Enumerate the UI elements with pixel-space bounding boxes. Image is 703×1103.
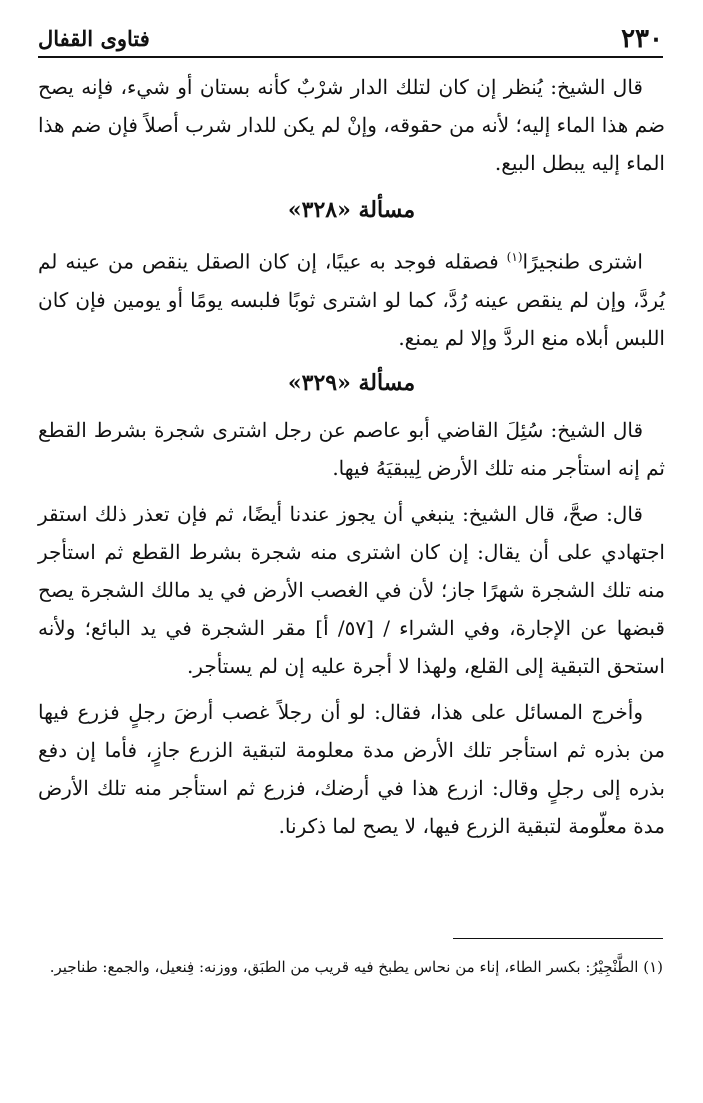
paragraph-2-start: اشترى طنجيرًا bbox=[522, 249, 643, 274]
footnote: (١) الطَّنْجِيْرُ: بكسر الطاء، إناء من نحاس يطبخ فيه قريب من الطبَق، ووزنه: فِنعيل، والجمع: طناجير. bbox=[49, 958, 663, 976]
paragraph-4: قال: صحَّ، قال الشيخ: ينبغي أن يجوز عندنا أيضًا، ثم فإن تعذر ذلك استقر اجتهادي على أن يقال: إن كان اشترى منه شجرة بشرط القطع ثم استأجر منه تلك الشجرة شهرًا جاز؛ لأن في الغصب الأرض في يد مالك الشجرة يصح قبضها عن الإجارة، وفي الشراء / [٥٧/ أ] مقر الشجرة في يد البائع؛ ولأنه استحق التبقية إلى القلع، ولهذا لا أجرة عليه إن لم يستأجر. bbox=[38, 501, 665, 678]
footnote-divider bbox=[453, 938, 663, 939]
page-number: ٢٣٠ bbox=[621, 24, 663, 54]
paragraph-2 bbox=[38, 238, 665, 357]
footnote-reference[interactable]: (١) bbox=[506, 250, 523, 264]
page-header bbox=[38, 22, 663, 58]
paragraph-1: قال الشيخ: يُنظر إن كان لتلك الدار شرْبٌ كأنه بستان أو شيء، فإنه يصح ضم هذا الماء إليه؛ لأنه من حقوقه، وإنْ لم يكن للدار شرب أصلاً فإن ضم هذا الماء إليه يبطل البيع. bbox=[38, 75, 665, 175]
section-heading-328: مسألة «٣٢٨» bbox=[287, 197, 416, 223]
section-heading-329: مسألة «٣٢٩» bbox=[287, 369, 416, 396]
paragraph-2-rest: فصقله فوجد به عيبًا، إن كان الصقل ينقص من عينه لم يُردَّ، وإن لم ينقص عينه رُدَّ، كما لو اشترى ثوبًا فلبسه يومًا أو يومين فإن كان اللبس أبلاه منع الردَّ وإلا لم يمنع. bbox=[38, 249, 666, 350]
book-title: فتاوى القفال bbox=[38, 26, 150, 51]
main-text bbox=[38, 68, 665, 853]
paragraph-3: قال الشيخ: سُئِلَ القاضي أبو عاصم عن رجل اشترى شجرة بشرط القطع ثم إنه استأجر منه تلك الأرض لِيبقيَهُ فيها. bbox=[38, 417, 665, 480]
paragraph-5: وأخرج المسائل على هذا، فقال: لو أن رجلاً غصب أرضَ رجلٍ فزرع فيها من بذره ثم استأجر تلك الأرض مدة معلومة لتبقية الزرع جازٍ، فأما إن دفع بذره إلى رجلٍ وقال: ازرع هذا في أرضك، فزرع ثم استأجر منه تلك الأرض مدة معلّومة لتبقية الزرع فيها، لا يصح لما ذكرنا. bbox=[38, 699, 665, 838]
